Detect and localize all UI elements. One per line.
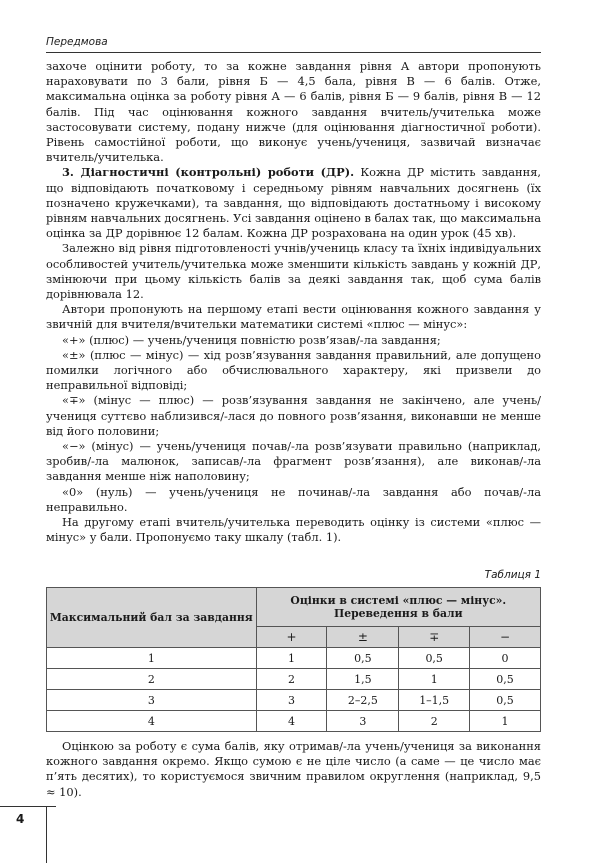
table-cell: 3 <box>327 711 399 732</box>
running-header: Передмова <box>46 36 108 48</box>
sub-header-plus: + <box>256 627 327 648</box>
page-number: 4 <box>16 812 25 826</box>
table-row <box>47 669 541 690</box>
sub-header-plus-minus: ± <box>327 627 399 648</box>
paragraph-text: Кожна ДР містить завдання, що відповідають початковому і середньому рівням навчальних досягнень (їх позначено кружечками), та завдання, що відповідають достатньому і високому рівням навчальних досягнень. Усі завдання оцінено в балах так, що максимальна оцінка за ДР дорівнює 12 балам. Кожна ДР розрахована на один урок (45 хв). <box>46 165 542 241</box>
table-cell: 2 <box>47 669 257 690</box>
paragraph: Залежно від рівня підготовленості учнів/учениць класу та їхніх індивідуальних особливостей учитель/учителька може зменшити кількість завдань у кожній ДР, змінюючи при цьому кількість балів за деякі завдання так, щоб сума балів дорівнювала 12. <box>46 241 541 302</box>
table-row <box>47 711 541 732</box>
grading-table <box>46 587 541 732</box>
table-cell: 4 <box>47 711 257 732</box>
section-heading: 3. Діагностичні (контрольні) роботи (ДР). <box>62 165 355 180</box>
table-cell: 1–1,5 <box>399 690 470 711</box>
paragraph: «−» (мінус) — учень/учениця почав/-ла розв’язувати правильно (наприклад, зробив/-ла малюнок, записав/-ла фрагмент розв’язання), але виконав/-ла завдання менше ніж наполовину; <box>46 439 541 484</box>
main-text <box>46 59 541 546</box>
table-cell: 0,5 <box>470 690 541 711</box>
table-cell: 2 <box>399 711 470 732</box>
closing-text <box>46 739 541 800</box>
paragraph <box>46 165 541 241</box>
table-cell: 2–2,5 <box>327 690 399 711</box>
paragraph: «±» (плюс — мінус) — хід розв’язування завдання правильний, але допущено помилки логічного або обчислювального характеру, які призвели до неправильної відповіді; <box>46 347 541 393</box>
table-cell: 4 <box>256 711 327 732</box>
table-cell: 2 <box>256 669 327 690</box>
sub-header-minus: − <box>470 627 541 648</box>
col-header-max-score: Максимальний бал за завдання <box>47 588 257 648</box>
paragraph: «0» (нуль) — учень/учениця не починав/-ла завдання або почав/-ла неправильно. <box>46 484 541 514</box>
table-row <box>47 690 541 711</box>
table-cell: 3 <box>47 690 257 711</box>
table-cell: 1 <box>47 648 257 669</box>
table-cell: 3 <box>256 690 327 711</box>
table-cell: 1 <box>256 648 327 669</box>
col-header-group: Оцінки в системі «плюс — мінус». Переведення в бали <box>256 588 540 627</box>
table-row <box>47 648 541 669</box>
table-cell: 1 <box>470 711 541 732</box>
header-rule <box>46 52 541 53</box>
table-cell: 1,5 <box>327 669 399 690</box>
paragraph: На другому етапі вчитель/учителька переводить оцінку із системи «плюс — мінус» у бали. Пропонуємо таку шкалу (табл. 1). <box>46 515 541 545</box>
table-cell: 1 <box>399 669 470 690</box>
paragraph: захоче оцінити роботу, то за кожне завдання рівня А автори пропонують нараховувати по 3 бали, рівня Б — 4,5 бала, рівня В — 6 балів. Отже, максимальна оцінка за роботу рівня А — 6 балів, рівня Б — 9 балів, рівня В — 12 балів. Під час оцінювання кожного завдання вчитель/учителька може застосовувати систему, подану нижче (для оцінювання діагностичної роботи). Рівень самостійної роботи, що виконує учень/учениця, зазвичай визначає вчитель/учителька. <box>46 59 541 165</box>
table-caption: Таблиця 1 <box>484 569 541 581</box>
paragraph: «∓» (мінус — плюс) — розв’язування завдання не закінчено, але учень/учениця суттєво наблизився/-лася до повного розв’язання, виконавши не менше від його половини; <box>46 393 541 438</box>
table-cell: 0 <box>470 648 541 669</box>
table-cell: 0,5 <box>399 648 470 669</box>
paragraph: Оцінкою за роботу є сума балів, яку отримав/-ла учень/учениця за виконання кожного завдання окремо. Якщо сумою є не ціле число (а саме — це число має п’ять десятих), то користуємося звичним правилом округлення (наприклад, 9,5 ≈ 10). <box>46 739 541 799</box>
corner-rule-vertical <box>46 806 47 863</box>
corner-rule-horizontal <box>0 806 56 807</box>
paragraph: «+» (плюс) — учень/учениця повністю розв’язав/-ла завдання; <box>62 332 441 347</box>
sub-header-minus-plus: ∓ <box>399 627 470 648</box>
paragraph: Автори пропонують на першому етапі вести оцінювання кожного завдання у звичній для вчителя/вчительки математики системі «плюс — мінус»: <box>46 302 541 332</box>
table-cell: 0,5 <box>470 669 541 690</box>
table-cell: 0,5 <box>327 648 399 669</box>
